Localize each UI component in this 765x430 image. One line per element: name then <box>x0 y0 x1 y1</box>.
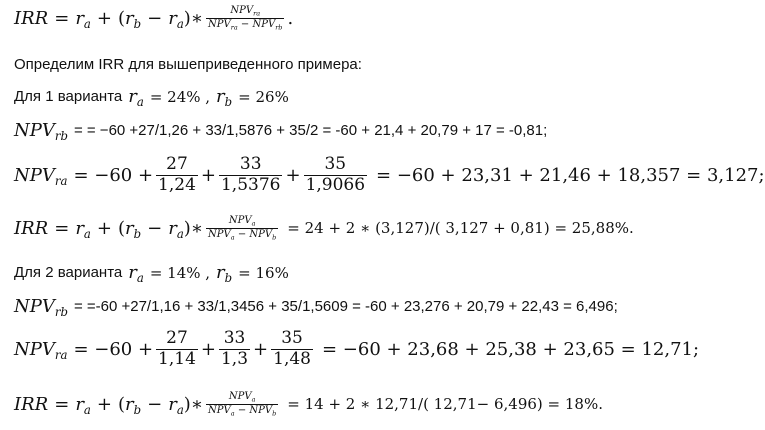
v2-irr-fraction: $\frac{NPV_a}{NPV_a - NPV_b}$ <box>208 391 277 417</box>
v1-npv-rb-line <box>14 120 548 144</box>
plus-sign: + <box>96 7 112 29</box>
ra-symbol-2: $r_a$ <box>168 7 184 31</box>
v2-frac-2: $\frac{33}{1,3}$ <box>220 328 249 369</box>
v2-rb-value: = 16% <box>238 263 289 282</box>
v1-frac-2: $\frac{33}{1,5376}$ <box>220 154 281 195</box>
multiply-sign: ∗ <box>190 7 204 29</box>
v1-npv-ra-symbol: $NPV_{ra}$ <box>14 164 68 188</box>
npv-fraction: $\frac{NPV_{ra}}{NPV_{ra} - NPV_{rb}}$ <box>208 5 283 31</box>
v2-npv-rb-symbol: $NPV_{rb}$ <box>14 296 68 320</box>
variant1-header <box>14 86 289 110</box>
v1-irr-symbol: IRR <box>14 217 49 239</box>
v1-irr-line: IRR = $r_a$ + ( $r_b$ − $r_a$ ) ∗ $\frac{NPV_a}{NPV_a - NPV_b}$ = 24 + 2 ∗ (3,127)/( 3,127 + 0,81) = 25,88%. <box>14 215 634 241</box>
v1-irr-result: = 24 + 2 ∗ (3,127)/( 3,127 + 0,81) = 25,88%. <box>287 219 634 237</box>
irr-general-formula <box>14 6 293 30</box>
v2-npv-ra-symbol: $NPV_{ra}$ <box>14 338 68 362</box>
v2-irr-result: = 14 + 2 ∗ 12,71/( 12,71− 6,496) = 18%. <box>287 395 603 413</box>
v1-rb-value: = 26% <box>238 87 289 106</box>
v1-frac-3: $\frac{35}{1,9066}$ <box>305 154 366 195</box>
v2-rb-symbol: $r_b$ <box>216 262 233 286</box>
v2-npv-rb-expression: = =-60 +27/1,16 + 33/1,3456 + 35/1,5609 = -60 + 23,276 + 20,79 + 22,43 = 6,496; <box>73 298 618 315</box>
v1-npv-rb-expression: = = −60 +27/1,26 + 33/1,5876 + 35/2 = -60 + 21,4 + 20,79 + 17 = -0,81; <box>73 122 548 139</box>
v1-npv-ra-line: $NPV_{ra}$ = −60 + $\frac{27}{1,24}$ + $\frac{33}{1,5376}$ + $\frac{35}{1,9066}$ = −60 + 23,31 + 21,46 + 18,357 = 3,127; <box>14 154 765 195</box>
v2-frac-3: $\frac{35}{1,48}$ <box>273 328 311 369</box>
v1-ra-symbol: $r_a$ <box>128 86 144 110</box>
ra-symbol: $r_a$ <box>75 7 91 31</box>
close-paren: ) <box>183 7 191 29</box>
v1-npv-rb-symbol: $NPV_{rb}$ <box>14 120 68 144</box>
irr-symbol: IRR <box>14 7 49 29</box>
intro-text: Определим IRR для вышеприведенного примера: <box>14 56 362 73</box>
v2-frac-1: $\frac{27}{1,14}$ <box>158 328 196 369</box>
v2-ra-symbol: $r_a$ <box>128 262 144 286</box>
v1-npv-ra-start: = −60 + <box>73 164 154 186</box>
v1-frac-1: $\frac{27}{1,24}$ <box>158 154 196 195</box>
minus-sign: − <box>147 7 163 29</box>
v1-irr-fraction: $\frac{NPV_a}{NPV_a - NPV_b}$ <box>208 215 277 241</box>
v2-ra-value: = 14% , <box>149 263 211 282</box>
v2-npv-rb-line <box>14 296 618 320</box>
v1-npv-ra-end: = −60 + 23,31 + 21,46 + 18,357 = 3,127; <box>376 164 765 186</box>
variant1-label: Для 1 варианта <box>14 88 123 105</box>
v2-irr-line: IRR = $r_a$ + ( $r_b$ − $r_a$ ) ∗ $\frac{NPV_a}{NPV_a - NPV_b}$ = 14 + 2 ∗ 12,71/( 12,71− 6,496) = 18%. <box>14 391 603 417</box>
open-paren: ( <box>117 7 126 29</box>
v2-irr-symbol: IRR <box>14 393 49 415</box>
variant2-header <box>14 262 289 286</box>
v1-ra-value: = 24% , <box>149 87 211 106</box>
v2-npv-ra-line: $NPV_{ra}$ = −60 + $\frac{27}{1,14}$ + $\frac{33}{1,3}$ + $\frac{35}{1,48}$ = −60 + 23,68 + 25,38 + 23,65 = 12,71; <box>14 328 700 369</box>
variant2-label: Для 2 варианта <box>14 264 123 281</box>
v2-npv-ra-start: = −60 + <box>73 338 154 360</box>
equals-sign: = <box>54 7 70 29</box>
v2-npv-ra-end: = −60 + 23,68 + 25,38 + 23,65 = 12,71; <box>321 338 700 360</box>
rb-symbol: $r_b$ <box>125 7 142 31</box>
period: . <box>287 7 294 29</box>
v1-rb-symbol: $r_b$ <box>216 86 233 110</box>
